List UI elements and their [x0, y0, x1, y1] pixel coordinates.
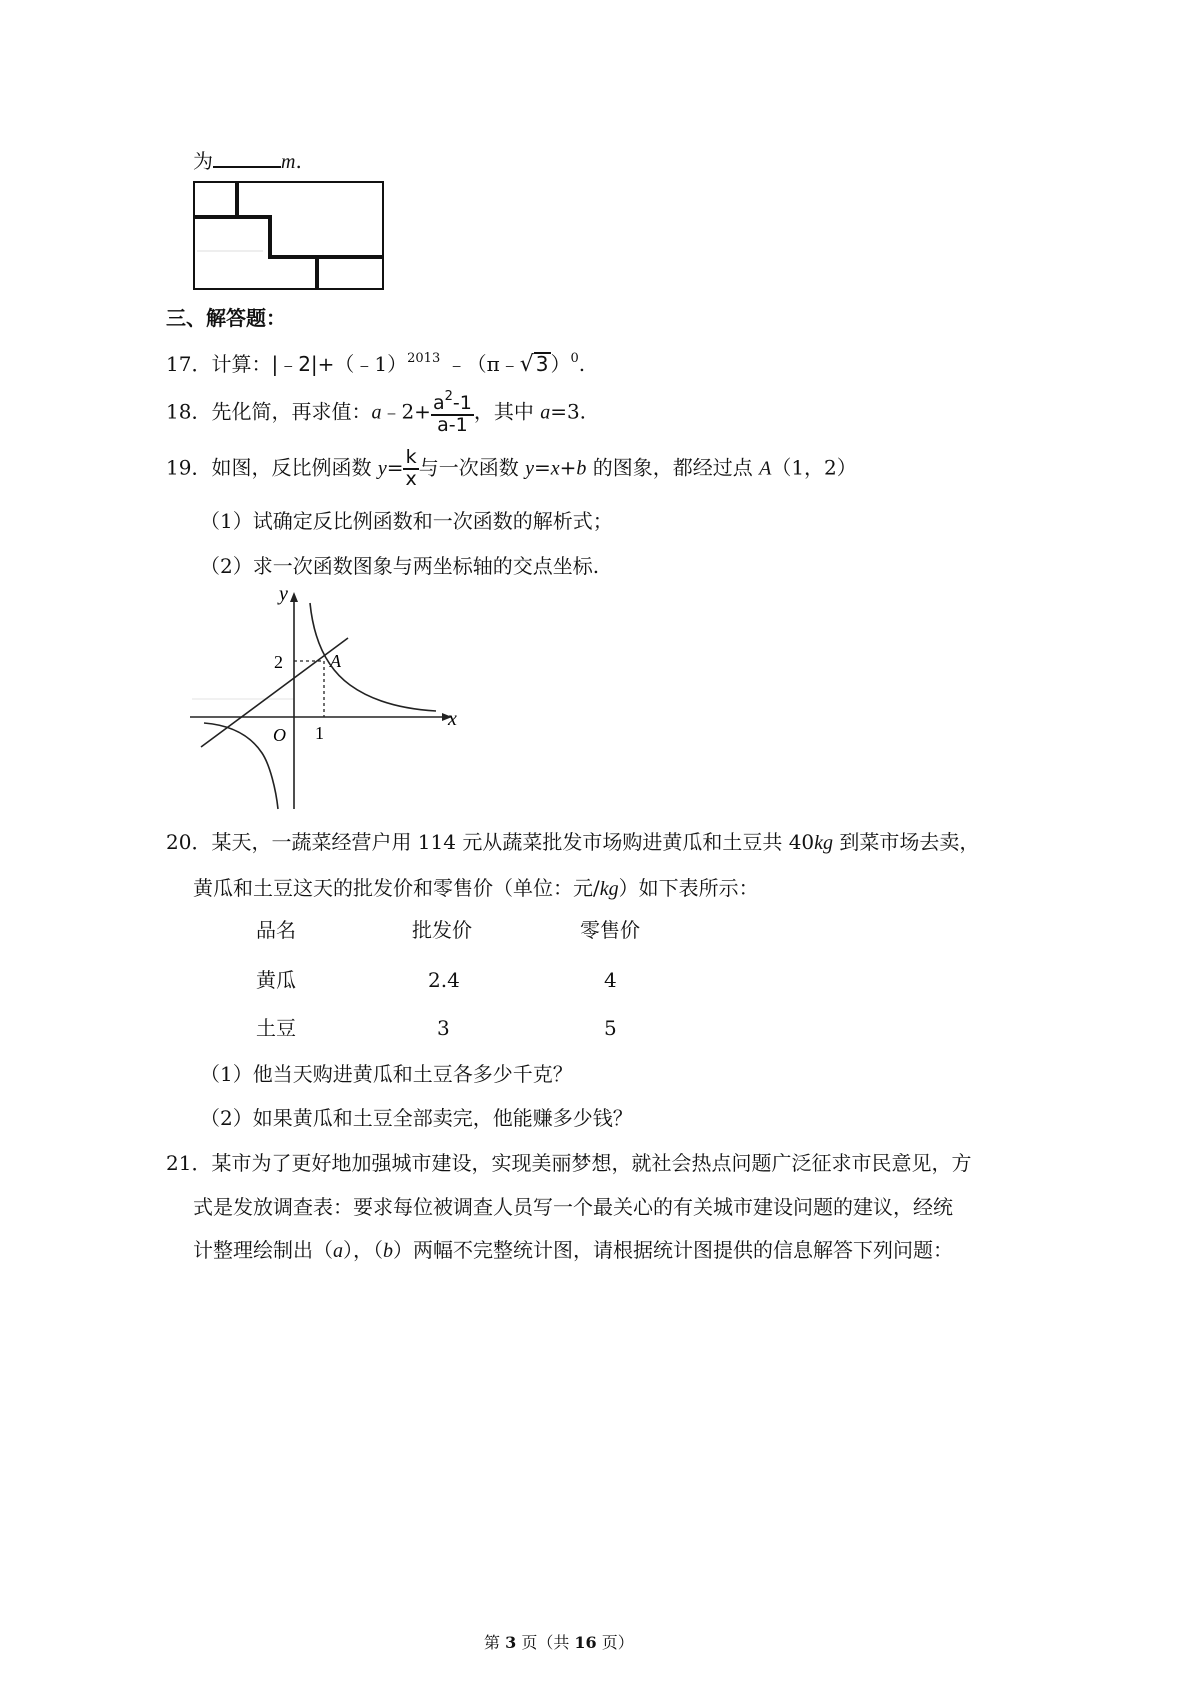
q20-unit-kg: kg — [814, 832, 834, 854]
q18-number: 18． — [166, 399, 212, 424]
q21-label-a: a — [333, 1240, 343, 1262]
q19-fraction — [403, 448, 418, 490]
y-axis-arrow-icon — [290, 592, 298, 602]
q17-plus-term: +（﹣1） — [317, 352, 408, 376]
section-3-title: 三、解答题： — [166, 306, 286, 330]
q20-line2-a: 黄瓜和土豆这天的批发价和零售价（单位：元/ — [193, 876, 600, 900]
q17-sqrt — [520, 352, 551, 376]
q19-tail: 的图象，都经过点 — [586, 455, 760, 480]
q17-lead: 计算： — [211, 352, 272, 376]
q18-tail1: ，其中 — [473, 399, 541, 424]
q19-denominator: x — [405, 467, 417, 490]
radical-sign-icon: √ — [519, 352, 534, 377]
q18-var-a2: a — [540, 401, 551, 424]
footer-prefix: 第 — [484, 1633, 506, 1652]
q21-number: 21． — [166, 1151, 212, 1175]
x-axis-label: x — [448, 708, 457, 730]
q18-numerator — [431, 390, 474, 416]
q19-sub1: （1）试确定反比例函数和一次函数的解析式； — [200, 509, 613, 533]
q19-point-coords: （1，2） — [771, 455, 857, 480]
q18-minus-two: ﹣2+ — [381, 399, 431, 424]
q21-line3-c: ）两幅不完整统计图，请根据统计图提供的信息解答下列问题： — [393, 1238, 953, 1262]
table-header-retail: 零售价 — [580, 918, 640, 942]
q19-var-y2: y — [525, 457, 534, 480]
q19-var-x: x — [550, 457, 560, 480]
q17-close: ） — [550, 352, 571, 376]
q21-line3 — [193, 1240, 953, 1261]
y-axis-label: y — [279, 585, 288, 605]
table-row-2-name: 土豆 — [256, 1016, 296, 1040]
q19-var-b: b — [576, 457, 587, 480]
q18-tail2: =3. — [550, 399, 587, 424]
table-row-2-wholesale: 3 — [437, 1016, 450, 1040]
q17-number: 17． — [166, 352, 212, 376]
q18-var-a: a — [371, 401, 382, 424]
q21-line3-b: ），（ — [343, 1238, 383, 1262]
q16-unit: m — [281, 151, 296, 173]
q17-abs-term: |﹣2| — [271, 352, 318, 376]
q19-graph — [190, 585, 470, 813]
q16-answer-blank[interactable] — [213, 148, 281, 168]
q19-point-a: A — [759, 457, 772, 480]
point-a-label: A — [330, 651, 341, 671]
table-row-1-name: 黄瓜 — [256, 968, 296, 992]
q19-number: 19． — [166, 455, 212, 480]
q20-line2 — [193, 878, 759, 899]
q18 — [166, 390, 586, 436]
q19-sub2: （2）求一次函数图象与两坐标轴的交点坐标. — [200, 554, 600, 578]
table-row-2-retail: 5 — [604, 1016, 617, 1040]
q17-exponent: 2013 — [407, 351, 441, 366]
q21-label-b: b — [383, 1240, 393, 1262]
q18-num-exp: 2 — [444, 389, 453, 404]
q18-num-tail: -1 — [452, 392, 472, 414]
y-tick-label: 2 — [274, 652, 283, 672]
q17-radicand: 3 — [535, 352, 549, 376]
q17-period: . — [578, 352, 586, 376]
q19-eq2: = — [533, 455, 551, 480]
q19-numerator: k — [403, 448, 418, 470]
footer-mid: 页（共 — [516, 1633, 575, 1652]
q17-minus-term: ﹣（π﹣ — [446, 352, 520, 376]
q16-frame — [194, 182, 383, 289]
q20-number: 20． — [166, 830, 212, 854]
q19-lead: 如图，反比例函数 — [211, 455, 378, 480]
q20-sub1: （1）他当天购进黄瓜和土豆各多少千克？ — [200, 1062, 573, 1086]
q19 — [166, 448, 857, 490]
page-footer — [484, 1635, 634, 1651]
q18-denominator: a-1 — [437, 413, 468, 436]
q21-line3-a: 计整理绘制出（ — [193, 1238, 333, 1262]
q21-line1 — [166, 1153, 971, 1173]
q20-sub2: （2）如果黄瓜和土豆全部卖完，他能赚多少钱？ — [200, 1106, 633, 1130]
q19-plus: + — [559, 455, 577, 480]
footer-suffix: 页） — [596, 1633, 634, 1652]
table-row-1-retail: 4 — [604, 968, 617, 992]
hyperbola-branch-q1 — [310, 603, 436, 711]
q20-line1-a: 某天，一蔬菜经营户用 114 元从蔬菜批发市场购进黄瓜和土豆共 40 — [211, 830, 815, 854]
q16-answer-line — [193, 148, 302, 172]
q18-lead: 先化简，再求值： — [211, 399, 372, 424]
q17-exponent-zero: 0 — [570, 351, 579, 366]
q20-unit-kg2: kg — [599, 878, 619, 900]
q19-mid: 与一次函数 — [418, 455, 526, 480]
q20-line2-b: ）如下表所示： — [618, 876, 759, 900]
table-header-name: 品名 — [256, 918, 296, 942]
q17 — [166, 352, 585, 376]
table-row-1-wholesale: 2.4 — [428, 968, 460, 992]
footer-total-pages: 16 — [574, 1633, 597, 1652]
q21-line2: 式是发放调查表：要求每位被调查人员写一个最关心的有关城市建设问题的建议，经统 — [193, 1195, 953, 1219]
table-header-wholesale: 批发价 — [412, 918, 472, 942]
origin-label: O — [273, 725, 286, 745]
footer-page-number: 3 — [505, 1633, 517, 1652]
q16-figure — [193, 181, 385, 291]
q18-fraction — [431, 390, 474, 436]
q20-line1 — [166, 832, 979, 853]
x-tick-label: 1 — [315, 723, 324, 743]
q19-eq: = — [386, 455, 404, 480]
q19-var-y: y — [377, 457, 387, 480]
q16-period: . — [295, 149, 302, 173]
q18-num-a: a — [432, 392, 445, 414]
q20-line1-b: 到菜市场去卖， — [833, 830, 980, 854]
q16-prefix: 为 — [193, 149, 213, 173]
q21-line1-text: 某市为了更好地加强城市建设，实现美丽梦想，就社会热点问题广泛征求市民意见，方 — [211, 1151, 972, 1175]
